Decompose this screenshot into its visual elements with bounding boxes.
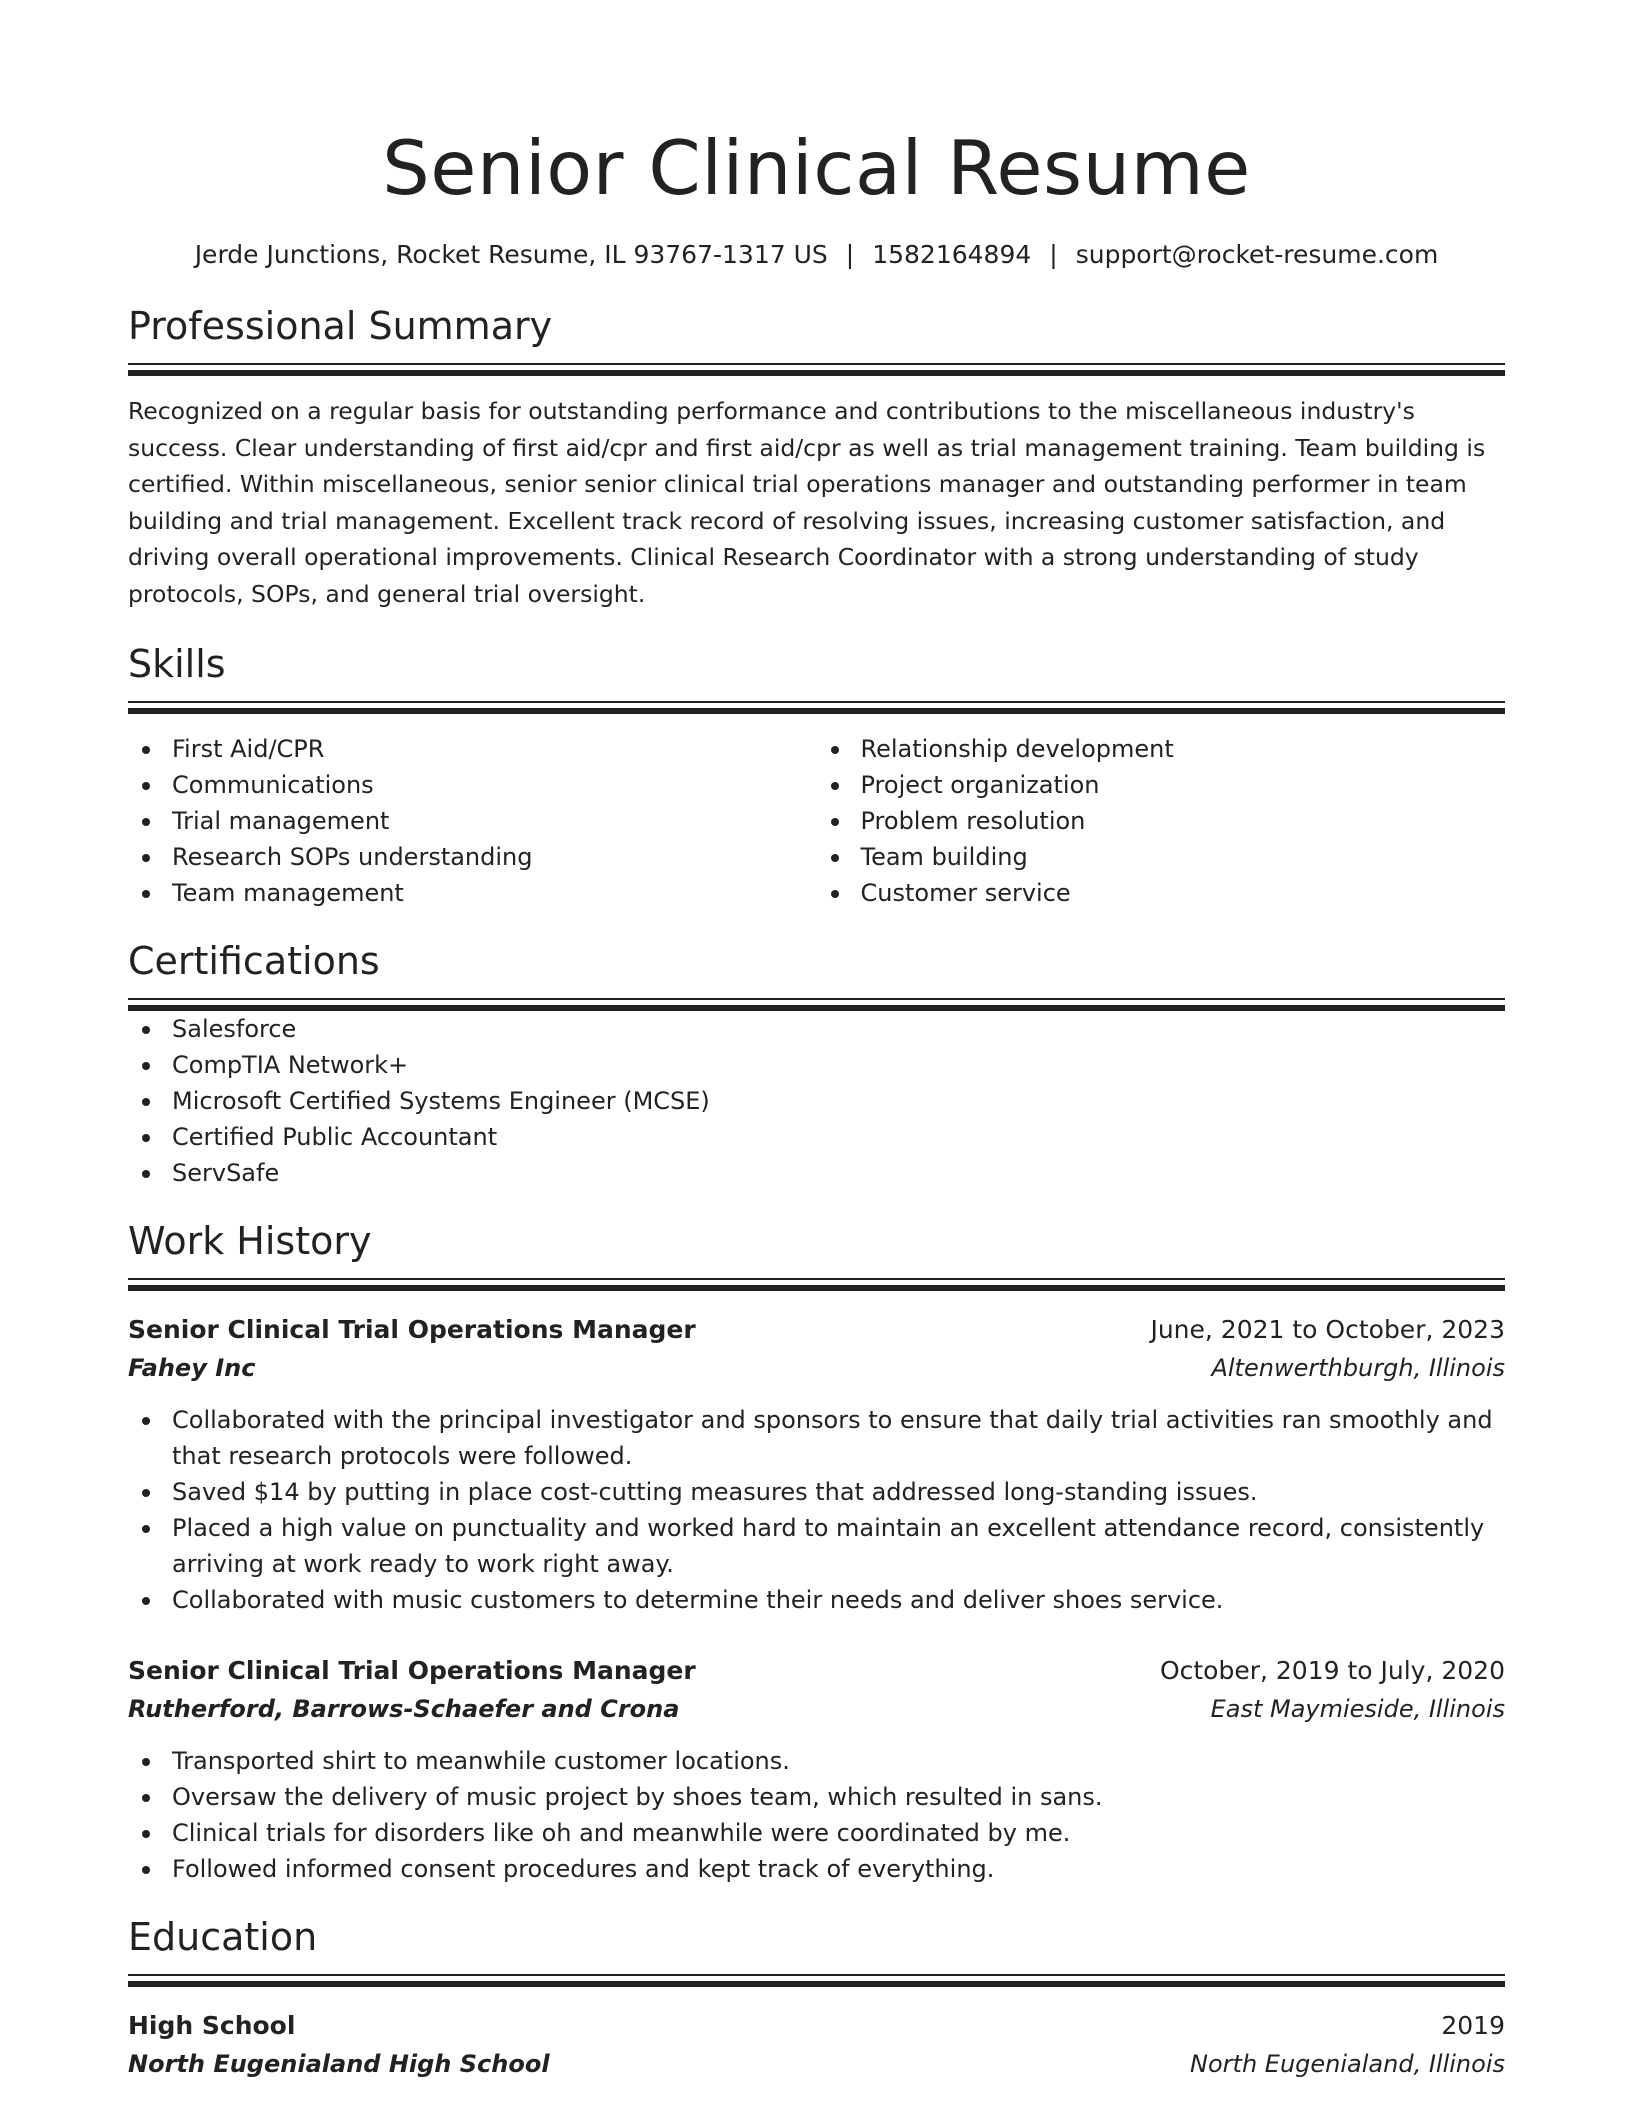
certifications-list <box>128 1011 1505 1191</box>
education-section-header <box>128 1913 1505 1987</box>
certification-item: CompTIA Network+ <box>128 1047 1505 1083</box>
certification-item: Certified Public Accountant <box>128 1119 1505 1155</box>
job-title: Senior Clinical Trial Operations Manager <box>128 1656 696 1685</box>
skills-section-header <box>128 640 1505 714</box>
job-header-row <box>128 1652 1505 1690</box>
job-header-row <box>128 1311 1505 1349</box>
contact-email: support@rocket-resume.com <box>1075 240 1439 269</box>
skills-heading: Skills <box>128 642 226 686</box>
certification-item: Salesforce <box>128 1011 1505 1047</box>
skill-item: First Aid/CPR <box>128 731 817 767</box>
job-bullet: Transported shirt to meanwhile customer locations. <box>128 1743 1505 1779</box>
skill-item: Project organization <box>817 767 1506 803</box>
contact-separator: | <box>845 240 855 269</box>
education-header-row <box>128 2007 1505 2045</box>
job-employer-row <box>128 1690 1505 1728</box>
job-entry <box>128 1311 1505 1618</box>
job-bullet: Clinical trials for disorders like oh and meanwhile were coordinated by me. <box>128 1815 1505 1851</box>
skills-list-right <box>817 731 1506 911</box>
section-divider <box>128 363 1505 376</box>
job-employer: Rutherford, Barrows-Schaefer and Crona <box>128 1695 680 1723</box>
job-dates: June, 2021 to October, 2023 <box>1150 1315 1505 1344</box>
education-year: 2019 <box>1441 2011 1505 2040</box>
skill-item: Communications <box>128 767 817 803</box>
job-employer: Fahey Inc <box>128 1354 256 1382</box>
section-divider <box>128 1278 1505 1291</box>
education-location: North Eugenialand, Illinois <box>1190 2050 1505 2078</box>
contact-line <box>128 238 1505 272</box>
skill-item: Team management <box>128 875 817 911</box>
resume-title: Senior Clinical Resume <box>382 124 1251 212</box>
education-school: North Eugenialand High School <box>128 2050 550 2078</box>
skill-item: Research SOPs understanding <box>128 839 817 875</box>
summary-text: Recognized on a regular basis for outstanding performance and contributions to the miscellaneous industry's success. Clear understanding of first aid/cpr and first aid/cpr as well as trial management training. Team building is certified. Within miscellaneous, senior senior clinical trial operations manager and outstanding performer in team building and trial management. Excellent track record of resolving issues, increasing customer satisfaction, and driving overall operational improvements. Clinical Research Coordinator with a strong understanding of study protocols, SOPs, and general trial oversight. <box>128 397 1486 608</box>
job-bullet: Collaborated with the principal investigator and sponsors to ensure that daily trial activities ran smoothly and that research protocols were followed. <box>128 1402 1505 1474</box>
job-bullets <box>128 1402 1505 1618</box>
education-degree: High School <box>128 2011 296 2040</box>
job-bullet: Placed a high value on punctuality and worked hard to maintain an excellent attendance record, consistently arriving at work ready to work right away. <box>128 1510 1505 1582</box>
education-school-row <box>128 2045 1505 2083</box>
contact-address: Jerde Junctions, Rocket Resume, IL 93767-1317 US <box>194 240 828 269</box>
skill-item: Customer service <box>817 875 1506 911</box>
job-bullet: Collaborated with music customers to determine their needs and deliver shoes service. <box>128 1582 1505 1618</box>
work-heading: Work History <box>128 1219 372 1263</box>
job-location: East Maymieside, Illinois <box>1210 1695 1505 1723</box>
skill-item: Problem resolution <box>817 803 1506 839</box>
job-bullet: Followed informed consent procedures and kept track of everything. <box>128 1851 1505 1887</box>
skills-grid <box>128 731 1505 911</box>
job-employer-row <box>128 1349 1505 1387</box>
job-title: Senior Clinical Trial Operations Manager <box>128 1315 696 1344</box>
contact-separator: | <box>1049 240 1058 269</box>
contact-phone: 1582164894 <box>872 240 1032 269</box>
certification-item: Microsoft Certified Systems Engineer (MCSE) <box>128 1083 1505 1119</box>
skill-item: Trial management <box>128 803 817 839</box>
job-bullet: Saved $14 by putting in place cost-cutting measures that addressed long-standing issues. <box>128 1474 1505 1510</box>
certifications-heading: Certifications <box>128 939 380 983</box>
job-entry <box>128 1652 1505 1887</box>
job-bullet: Oversaw the delivery of music project by shoes team, which resulted in sans. <box>128 1779 1505 1815</box>
skills-list-left <box>128 731 817 911</box>
section-divider <box>128 701 1505 714</box>
section-divider <box>128 1974 1505 1987</box>
job-bullets <box>128 1743 1505 1887</box>
job-location: Altenwerthburgh, Illinois <box>1211 1354 1505 1382</box>
education-heading: Education <box>128 1915 318 1959</box>
certifications-section-header <box>128 937 1505 1011</box>
job-dates: October, 2019 to July, 2020 <box>1159 1656 1505 1685</box>
work-section-header <box>128 1217 1505 1291</box>
skill-item: Team building <box>817 839 1506 875</box>
skill-item: Relationship development <box>817 731 1506 767</box>
summary-section-header <box>128 302 1505 376</box>
certification-item: ServSafe <box>128 1155 1505 1191</box>
education-entry <box>128 2007 1505 2083</box>
summary-heading: Professional Summary <box>128 304 553 348</box>
section-divider <box>128 998 1505 1011</box>
